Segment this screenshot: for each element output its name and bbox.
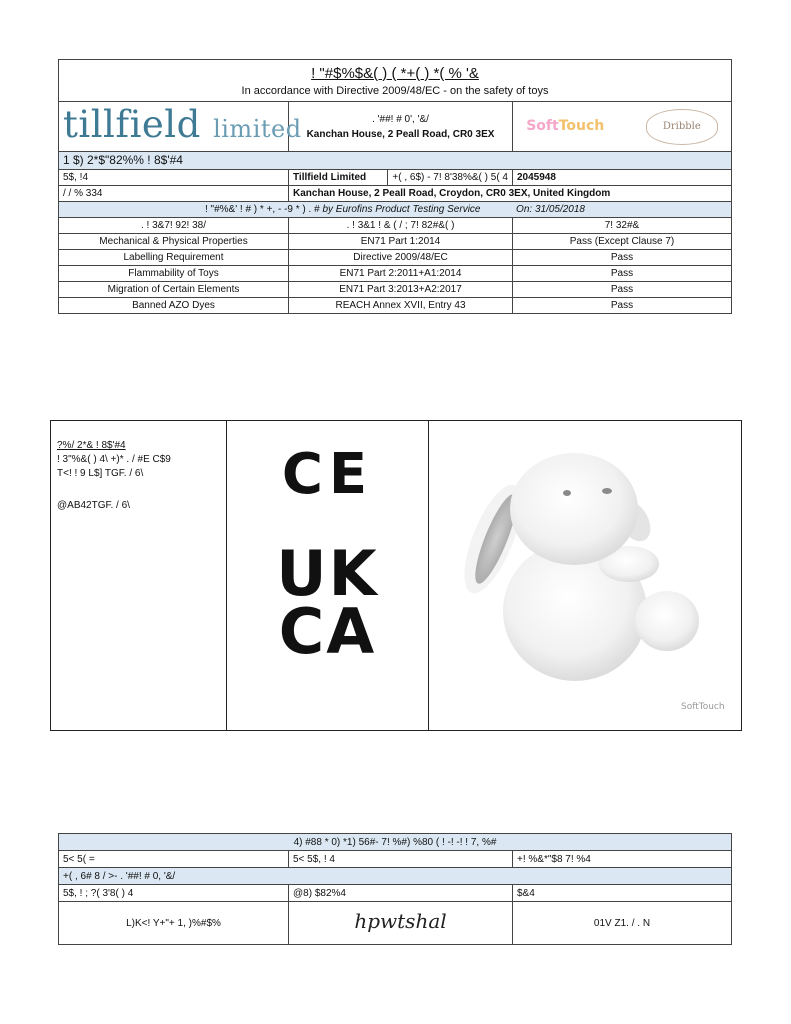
declaration-r3c3: $&4 [513,885,732,902]
header-cell [59,60,732,102]
declaration-table [58,833,732,945]
result-value: Pass [513,266,732,282]
product-info-cell [51,421,227,731]
brand-logos-cell [513,102,732,152]
product-line-2: T<! ! 9 L$] TGF. / 6\ [57,468,144,479]
declaration-r1c3: +! %&*"$8 7! %4 [513,851,732,868]
address-value: Kanchan House, 2 Peall Road, Croydon, CR0 3EX, United Kingdom [289,186,732,202]
testing-date: On: 31/05/2018 [516,204,585,215]
declaration-r1c1: 5< 5( = [59,851,289,868]
product-line-1: ! 3"%&( ) 4\ +)* . / #E C$9 [57,454,171,465]
company-name: Tillfield Limited [289,170,388,185]
results-header-standard: . ! 3&1 ! & ( / ; 7! 82#&( ) [289,218,513,234]
declaration-r3c2: @8) $82%4 [289,885,513,902]
marks-cell [227,421,429,731]
name-label: 5$, !4 [59,170,289,186]
declaration-r1c2: 5< 5$, ! 4 [289,851,513,868]
result-standard: EN71 Part 1:2014 [289,234,513,250]
bunny-toy-image [429,421,740,729]
name-value-cell [289,170,513,186]
result-row [59,266,732,282]
testing-row [59,202,732,218]
softtouch-logo: SoftTouch [526,118,605,134]
certificate-table [58,59,732,314]
declaration-r3c1: 5$, ! ; ?( 3'8( ) 4 [59,885,289,902]
section-heading: 1 $) 2*$"82%% ! 8$'#4 [59,152,732,170]
document-title: ! "#$%$&( ) ( *+( ) *( % '& [311,65,479,82]
declaration-r2: +( , 6# 8 / >- . '##! # 0, '&/ [59,868,732,885]
signatory-name: L)K<! Y+"+ 1, )%#$% [59,902,289,945]
result-row [59,298,732,314]
document-subtitle: In accordance with Directive 2009/48/EC - on the safety of toys [241,85,549,97]
result-standard: EN71 Part 3:2013+A2:2017 [289,282,513,298]
ukca-mark: UK CA [276,537,379,668]
result-row [59,282,732,298]
product-line-3: @AB42TGF. / 6\ [57,500,130,511]
tillfield-logo: tillfield limited [59,102,289,152]
result-standard: EN71 Part 2:2011+A1:2014 [289,266,513,282]
result-value: Pass (Except Clause 7) [513,234,732,250]
result-standard: Directive 2009/48/EC [289,250,513,266]
result-value: Pass [513,282,732,298]
signature-cell [289,902,513,945]
signature-date: 01V Z1. / . N [513,902,732,945]
product-table [50,420,742,731]
results-header-property: . ! 3&7! 92! 38/ [59,218,289,234]
result-property: Labelling Requirement [59,250,289,266]
dribble-logo: Dribble [646,109,718,145]
result-property: Migration of Certain Elements [59,282,289,298]
testing-service: by Eurofins Product Testing Service [322,204,481,215]
result-property: Flammability of Toys [59,266,289,282]
result-property: Mechanical & Physical Properties [59,234,289,250]
company-code: . '##! # 0', '&/ [372,113,429,125]
result-row [59,234,732,250]
result-property: Banned AZO Dyes [59,298,289,314]
result-value: Pass [513,298,732,314]
reg-label: +( , 6$) - 7! 8'38%&( ) 5( 4 [392,172,508,183]
results-header-result: 7! 32#& [513,218,732,234]
result-standard: REACH Annex XVII, Entry 43 [289,298,513,314]
address-label: / / % 334 [59,186,289,202]
result-row [59,250,732,266]
reg-number: 2045948 [513,170,732,186]
company-address: Kanchan House, 2 Peall Road, CR0 3EX [306,128,495,140]
declaration-heading: 4) #88 * 0) *1) 56#- 7! %#) %80 ( ! -! -! ! 7, %# [59,834,732,851]
ce-mark: CE [281,442,374,507]
signature: hpwtshal [354,908,447,933]
result-value: Pass [513,250,732,266]
product-photo-cell [429,421,742,731]
company-address-cell [289,102,513,152]
photo-watermark: SoftTouch [681,702,725,712]
product-heading: ?%/ 2*& ! 8$'#4 [57,440,126,451]
testing-code: ! "#%&' ! # ) * +, - -9 * ) . # [204,204,320,215]
